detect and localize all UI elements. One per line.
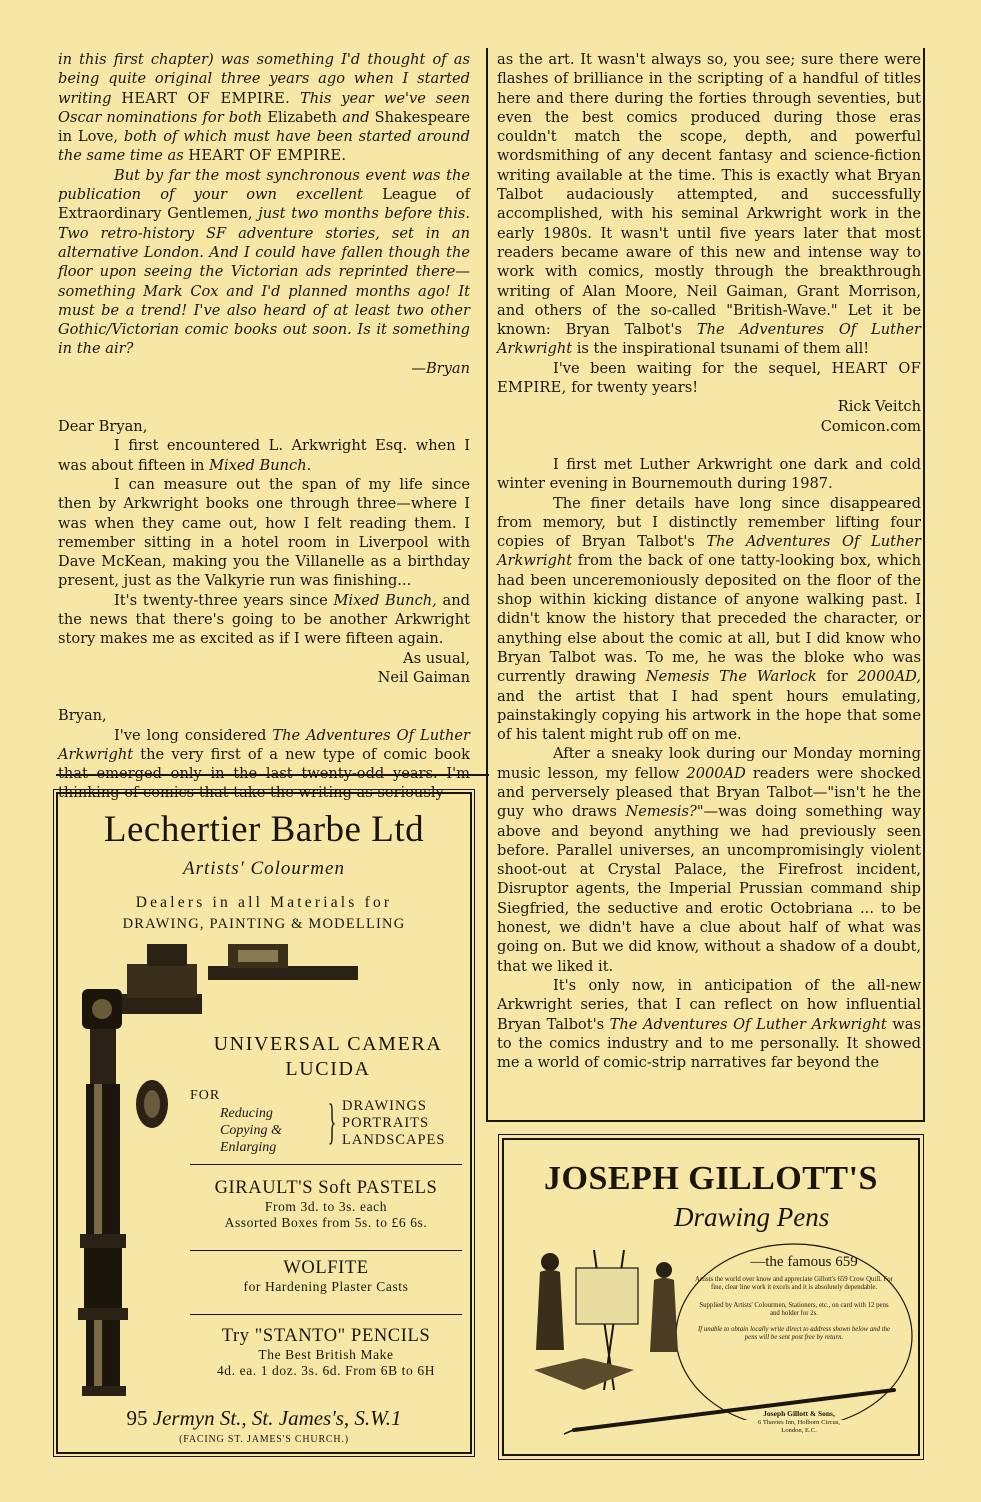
ad-body-text-1: Artists the world over know and appreciate Gillott's 659 Crow Quill. For fine, clear line work it excels and it is absolutely dependable. [695, 1276, 893, 1292]
lucida-upper-post [90, 1029, 116, 1089]
right-column [497, 50, 921, 1072]
editor-reply-paragraph-2: But by far the most synchronous event was the publication of your own excellent League of Extraordinary Gentlemen, just two months before this. Two retro-history SF adventure stories, set in an alternative London. And I could have fallen though the floor upon seeing the Victorian ads reprinted there—something Mark Cox and I'd planned months ago! It must be a trend! I've also heard of at least two other Gothic/Victorian comic books out soon. Is it something in the air? [58, 166, 471, 358]
lucida-screw [92, 999, 112, 1019]
canvas [576, 1268, 638, 1324]
lucida-prism-mount [127, 964, 197, 998]
ad-company: Joseph Gillott & Sons, 6 Thavies Inn, Holborn Circus, London, E.C. [758, 1409, 840, 1434]
ad-divider [190, 1250, 462, 1251]
lucida-arm-extension [208, 944, 358, 984]
ad-divider [190, 1164, 462, 1165]
letter-2-salutation: Bryan, [58, 707, 107, 725]
ad-famous-line: —the famous 659 [750, 1254, 858, 1270]
letter-2-author: Rick Veitch [837, 398, 921, 416]
letter-2-paragraph-2: I've been waiting for the sequel, HEART OF EMPIRE, for twenty years! [497, 359, 922, 397]
ad-dealers-line: Dealers in all Materials for [135, 894, 393, 911]
pastels-block: GIRAULT'S Soft PASTELS From 3d. to 3s. each Assorted Boxes from 5s. to £6 6s. [214, 1178, 438, 1230]
letter-3-paragraph-4: It's only now, in anticipation of the all-new Arkwright series, that I can reflect on how influential Bryan Talbot's The Adventures Of Luther Arkwright was to the comics industry and to me personally. It showed me a world of comic-strip narratives far beyond the [497, 976, 921, 1072]
ad-subtitle: Drawing Pens [674, 1202, 830, 1232]
column-rule-right [923, 48, 925, 1122]
brace-icon: } [327, 1093, 337, 1149]
lucida-kinds-list: DRAWINGS PORTRAITS LANDSCAPES [342, 1098, 446, 1148]
ad-body-text-2: Supplied by Artists' Colourmen, Stationers, etc., on card with 12 pens and holder for 2s. [699, 1302, 889, 1318]
ad-for-label: FOR [190, 1088, 221, 1103]
letter-2-site: Comicon.com [820, 417, 921, 435]
letter-1-paragraph-1: I first encountered L. Arkwright Esq. when I was about fifteen in Mixed Bunch. [58, 437, 470, 474]
ad-divider [190, 1314, 462, 1315]
letter-2-paragraph-1: I've long considered The Adventures Of Luther Arkwright the very first of a new type of comic book that emerged only in the last twenty-odd years. I'm thinking of comics that take the writing as seriously [58, 726, 471, 802]
ad-address-note: (FACING ST. JAMES'S CHURCH.) [179, 1434, 349, 1445]
lucida-main-post [86, 1084, 120, 1234]
column-rule-center [486, 48, 488, 1122]
figure-body [536, 1270, 564, 1350]
lucida-clamp [84, 1248, 122, 1308]
pencils-block: Try "STANTO" PENCILS The Best British Make 4d. ea. 1 doz. 3s. 6d. From 6B to 6H [216, 1326, 436, 1378]
letter-3-paragraph-1: I first met Luther Arkwright one dark and cold winter evening in Bournemouth during 1987. [497, 455, 921, 493]
ad-title: Lechertier Barbe Ltd [103, 809, 425, 850]
lucida-base [86, 1320, 120, 1390]
figure-head [541, 1253, 559, 1271]
letter-3-paragraph-3: After a sneaky look during our Monday morning music lesson, my fellow 2000AD readers were shocked and perversely pleased that Bryan Talbot—"isn't he the guy who draws Nemesis?"—was doing something way above and beyond anything we had previously seen before. Parallel universes, an uncompromisingly violent shoot-out at Crystal Palace, the Firefrost incident, Disruptor agents, the Imperial Prussian command ship Siegfried, the seductive and erotic Octobriana ... to be honest, we didn't have a clue about half of what was going on. But we did know, without a shadow of a doubt, that we liked it. [497, 745, 921, 975]
lucida-prism [147, 944, 187, 966]
figure-head [656, 1262, 672, 1278]
left-column [58, 50, 470, 803]
letter-1-paragraph-3: It's twenty-three years since Mixed Bunch, and the news that there's going to be another Arkwright story makes me as excited as if I were fifteen again. [58, 591, 470, 648]
ad-body-text-3: If unable to obtain locally write direct to address shown below and the pens will be sent post free by return. [697, 1326, 891, 1342]
camera-lucida-heading: UNIVERSAL CAMERA LUCIDA [213, 1033, 443, 1080]
figure-body [650, 1278, 678, 1352]
camera-lucida-illustration [72, 934, 202, 1414]
editor-reply-signature: —Bryan [411, 359, 470, 377]
ad-materials-line: DRAWING, PAINTING & MODELLING [122, 916, 406, 932]
editor-reply-paragraph-1: in this first chapter) was something I'd thought of as being quite original three years ago when I started writing HEART OF EMPIRE. This year we've seen Oscar nominations for both Elizabeth and Shakespeare in Love, both of which must have been started around the same time as HEART OF EMPIRE. [58, 51, 471, 165]
lucida-uses-list: Reducing Copying & Enlarging [220, 1106, 282, 1155]
lechertier-barbe-advertisement [56, 792, 472, 1454]
drawing-box [534, 1358, 634, 1390]
letter-1-author: Neil Gaiman [377, 668, 470, 686]
letter-2-continuation: as the art. It wasn't always so, you see; sure there were flashes of brilliance in the scripting of a handful of titles here and there during the forties through seventies, but even the best comics produced during those eras couldn't match the scope, depth, and powerful wordsmithing of any decent fantasy and science-fiction writing available at the time. This is exactly what Bryan Talbot audaciously attempted, and successfully accomplished, with his seminal Arkwright work in the early 1980s. It wasn't until five years later that most readers became aware of this new and intense way to work with comics, mostly through the breakthrough writing of Alan Moore, Neil Gaiman, Grant Morrison, and others of the so-called "British-Wave." Let it be known: Bryan Talbot's The Adventures Of Luther Arkwright is the inspirational tsunami of them all! [497, 51, 921, 358]
ad-title: JOSEPH GILLOTT'S [544, 1160, 878, 1197]
ad-subtitle: Artists' Colourmen [183, 858, 345, 879]
letter-1-closing: As usual, [403, 649, 470, 667]
letter-3-paragraph-2: The finer details have long since disappeared from memory, but I distinctly remember lifting four copies of Bryan Talbot's The Adventures Of Luther Arkwright from the back of one tatty-looking box, which had been unceremoniously deposited on the floor of the shop within kicking distance of anyone walking past. I didn't know the history that preceded the character, or anything else about the comic at all, but I did know who Bryan Talbot was. To me, he was the bloke who was currently drawing Nemesis The Warlock for 2000AD, and the artist that I had spent hours emulating, painstakingly copying his artwork in the hope that some of his talent might rub off on me. [497, 494, 921, 744]
rule-above-gillott-ad [486, 1120, 925, 1122]
letter-1-salutation: Dear Bryan, [58, 418, 148, 436]
wolfite-block: WOLFITE for Hardening Plaster Casts [243, 1258, 409, 1294]
ad-address: 95 Jermyn St., St. James's, S.W.1 [126, 1406, 402, 1430]
joseph-gillott-advertisement [502, 1138, 920, 1456]
letter-1-paragraph-2: I can measure out the span of my life since then by Arkwright books one through three—where I was when they came out, how I felt reading them. I remember sitting in a hotel room in Liverpool with Dave McKean, making you the Villanelle as a birthday present, just as the Valkyrie run was finishing... [58, 475, 470, 590]
